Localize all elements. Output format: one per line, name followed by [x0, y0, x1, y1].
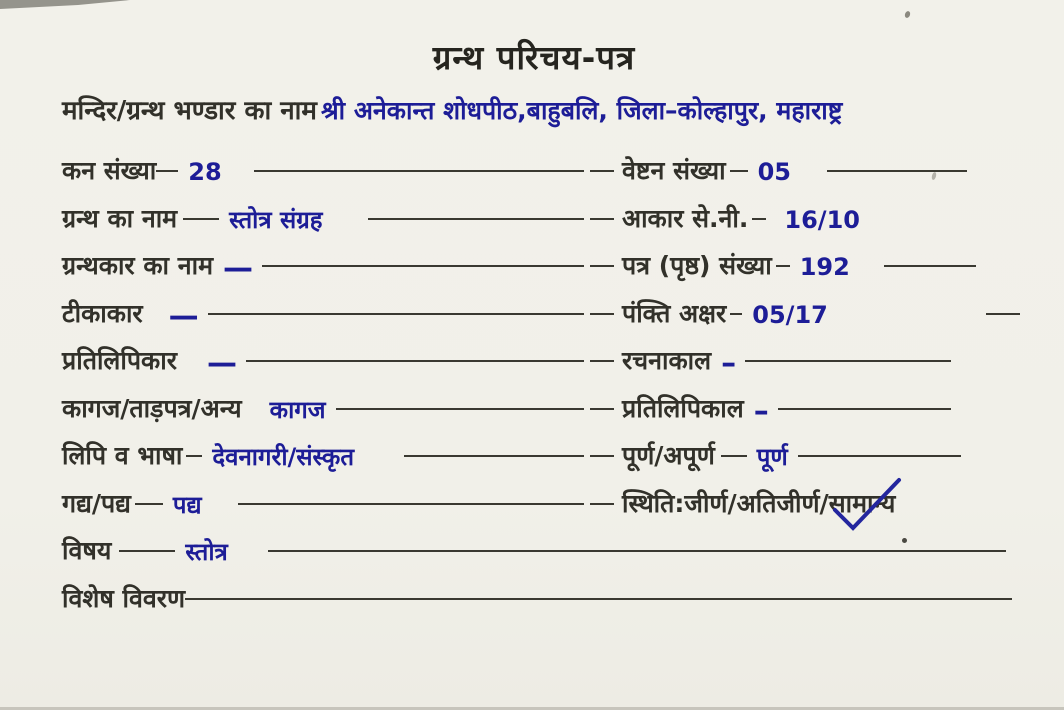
- rule-line: [590, 360, 614, 362]
- field-special-details: [62, 583, 1046, 631]
- rule-line: [590, 170, 614, 172]
- rule-line: [246, 360, 584, 362]
- field-value: 05/17: [752, 300, 828, 329]
- field-commentator: [62, 298, 590, 346]
- form-grid: [62, 155, 1046, 630]
- rule-line: [368, 218, 584, 220]
- field-material: [62, 393, 590, 441]
- field-folio-count: [590, 250, 1046, 298]
- field-composition-date: [590, 345, 1046, 393]
- field-label: टीकाकार: [62, 298, 143, 328]
- field-label: विषय: [62, 536, 112, 565]
- rule-line: [986, 313, 1020, 315]
- field-label: ग्रन्थ का नाम: [62, 203, 178, 233]
- condition-marked-option: [829, 488, 896, 519]
- field-label: कागज/ताड़पत्र/अन्य: [62, 393, 242, 423]
- field-condition: [590, 488, 1046, 536]
- field-label: ग्रन्थकार का नाम: [62, 251, 214, 280]
- rule-line: [827, 170, 967, 172]
- field-value: पूर्ण: [756, 443, 788, 471]
- field-copyist: [62, 345, 590, 393]
- field-label: वेष्टन संख्या: [622, 156, 726, 185]
- field-author-name: [62, 250, 590, 298]
- rule-line: [135, 503, 163, 505]
- field-value-dash: —: [168, 298, 198, 334]
- rule-line: [778, 408, 951, 410]
- rule-line: [752, 218, 766, 220]
- rule-line: [590, 313, 614, 315]
- field-label: आकार से.नी.: [622, 203, 749, 233]
- repository-label: मन्दिर/ग्रन्थ भण्डार का नाम: [62, 96, 317, 126]
- rule-line: [208, 313, 584, 315]
- field-prose-verse: [62, 488, 590, 536]
- rule-line: [590, 265, 614, 267]
- field-copy-date: [590, 393, 1046, 441]
- field-label: रचनाकाल: [622, 346, 712, 375]
- rule-line: [254, 170, 584, 172]
- rule-line: [404, 455, 584, 457]
- rule-line: [183, 218, 219, 220]
- field-label: विशेष विवरण: [62, 583, 186, 613]
- repository-value: श्री अनेकान्त शोधपीठ,बाहुबलि, जिला–कोल्हापुर, महाराष्ट्र: [320, 96, 843, 125]
- rule-line: [745, 360, 951, 362]
- rule-line: [590, 218, 614, 220]
- rule-line: [730, 313, 742, 315]
- field-value: स्तोत्र संग्रह: [229, 205, 323, 234]
- rule-line: [590, 455, 614, 457]
- field-label: गद्य/पद्य: [62, 488, 131, 518]
- rule-line: [238, 503, 584, 505]
- field-value-dash: –: [753, 393, 768, 429]
- field-subject: [62, 535, 1046, 583]
- page-title: ग्रन्थ परिचय-पत्र: [432, 38, 636, 77]
- condition-checkmark-icon: [821, 476, 907, 534]
- rule-line: [262, 265, 584, 267]
- rule-line: [590, 408, 614, 410]
- field-value: 28: [188, 158, 222, 186]
- rule-line: [336, 408, 584, 410]
- field-value-dash: –: [721, 346, 736, 381]
- field-complete-incomplete: [590, 440, 1046, 488]
- field-value-dash: —: [206, 346, 236, 381]
- field-bundle-number: [590, 155, 1046, 203]
- field-value: कागज: [269, 395, 326, 424]
- rule-line: [186, 455, 202, 457]
- field-label: पंक्ति अक्षर: [622, 298, 727, 328]
- rule-line: [776, 265, 790, 267]
- field-label: स्थिति:जीर्ण/अतिजीर्ण/: [622, 488, 829, 518]
- rule-line: [119, 550, 175, 552]
- rule-line: [268, 550, 1006, 552]
- field-label: प्रतिलिपिकाल: [622, 393, 744, 423]
- rule-line: [721, 455, 747, 457]
- field-value: देवनागरी/संस्कृत: [212, 443, 354, 471]
- field-serial-number: [62, 155, 590, 203]
- repository-field: [62, 93, 1046, 143]
- field-value: 192: [799, 253, 850, 281]
- field-value: पद्य: [172, 490, 202, 519]
- rule-line: [798, 455, 961, 457]
- field-value-dash: —: [223, 251, 253, 286]
- field-label: लिपि व भाषा: [62, 441, 183, 470]
- field-label: प्रतिलिपिकार: [62, 346, 177, 375]
- field-size-cm: [590, 203, 1046, 251]
- field-manuscript-name: [62, 203, 590, 251]
- field-value: स्तोत्र: [185, 538, 228, 566]
- field-label: पूर्ण/अपूर्ण: [622, 441, 715, 470]
- field-script-language: [62, 440, 590, 488]
- field-value: 16/10: [784, 205, 860, 234]
- field-label: पत्र (पृष्ठ) संख्या: [622, 251, 772, 280]
- rule-line: [156, 170, 178, 172]
- rule-line: [590, 503, 614, 505]
- rule-line: [185, 598, 1012, 600]
- condition-option-text: सामान्य: [828, 488, 896, 518]
- rule-line: [730, 170, 748, 172]
- field-value: 05: [757, 158, 791, 186]
- rule-line: [884, 265, 976, 267]
- field-lines-letters: [590, 298, 1046, 346]
- field-label: कन संख्या: [62, 156, 157, 185]
